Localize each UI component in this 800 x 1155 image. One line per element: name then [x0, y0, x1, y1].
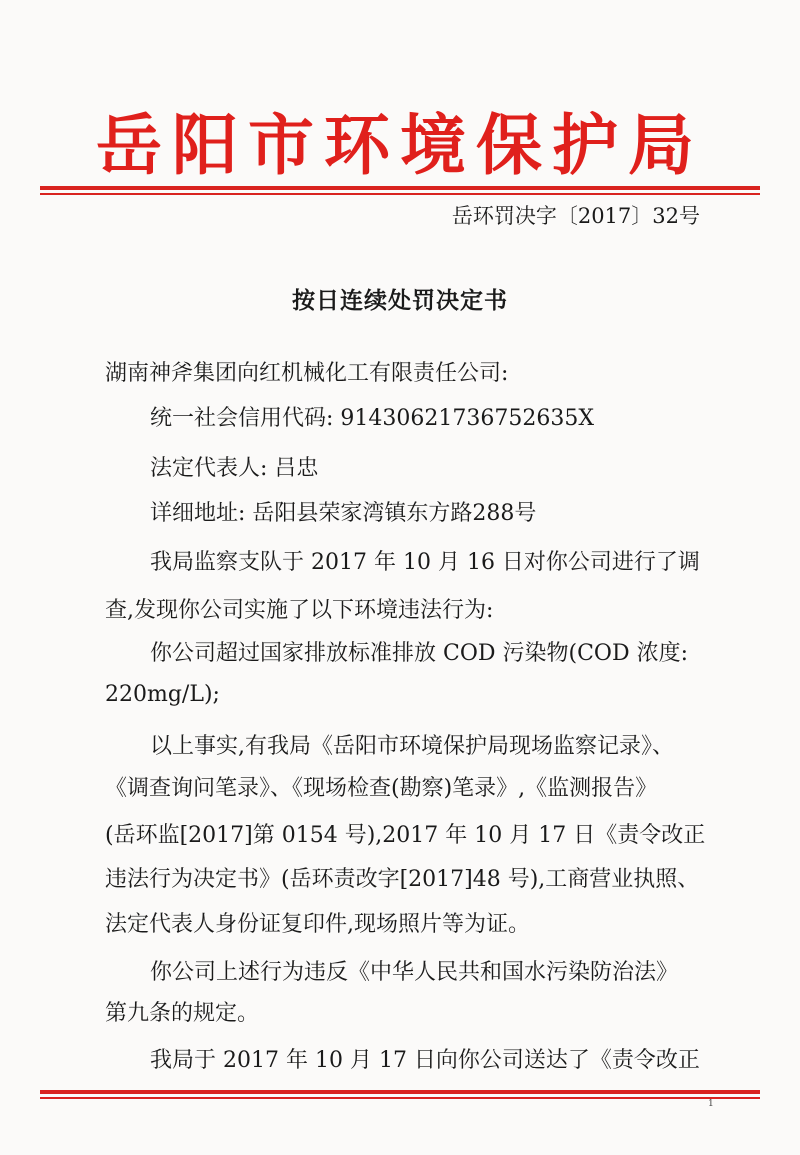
- legal-representative-line: 法定代表人: 吕忠: [150, 456, 319, 481]
- body-line: 违法行为决定书》(岳环责改字[2017]48 号),工商营业执照、: [105, 867, 700, 892]
- header-divider-thick: [40, 186, 760, 190]
- body-line: 你公司超过国家排放标准排放 COD 污染物(COD 浓度:: [150, 641, 688, 666]
- credit-code-line: 统一社会信用代码: 91430621736752635X: [150, 406, 595, 431]
- body-line: 以上事实,有我局《岳阳市环境保护局现场监察记录》、: [150, 734, 674, 759]
- body-line: 你公司上述行为违反《中华人民共和国水污染防治法》: [150, 960, 679, 985]
- header-divider-thin: [40, 193, 760, 195]
- body-line: 《调查询问笔录》、《现场检查(勘察)笔录》,《监测报告》: [105, 776, 658, 801]
- body-line: 220mg/L);: [105, 682, 220, 707]
- document-number: 岳环罚决字〔2017〕32号: [451, 204, 700, 228]
- body-line: 我局于 2017 年 10 月 17 日向你公司送达了《责令改正: [150, 1048, 700, 1073]
- issuing-authority-title: 岳阳市环境保护局: [96, 107, 704, 184]
- footer-divider-thin: [40, 1097, 760, 1099]
- body-line: 第九条的规定。: [105, 1001, 260, 1026]
- page-number: 1: [708, 1099, 714, 1109]
- body-line: 法定代表人身份证复印件,现场照片等为证。: [105, 912, 530, 937]
- footer-divider-thick: [40, 1090, 760, 1094]
- body-line: (岳环监[2017]第 0154 号),2017 年 10 月 17 日《责令改正: [105, 823, 706, 848]
- address-line: 详细地址: 岳阳县荣家湾镇东方路288号: [150, 501, 537, 526]
- body-line: 我局监察支队于 2017 年 10 月 16 日对你公司进行了调: [150, 550, 700, 575]
- document-title: 按日连续处罚决定书: [292, 287, 508, 314]
- recipient-line: 湖南神斧集团向红机械化工有限责任公司:: [105, 361, 509, 386]
- body-line: 查,发现你公司实施了以下环境违法行为:: [105, 598, 494, 623]
